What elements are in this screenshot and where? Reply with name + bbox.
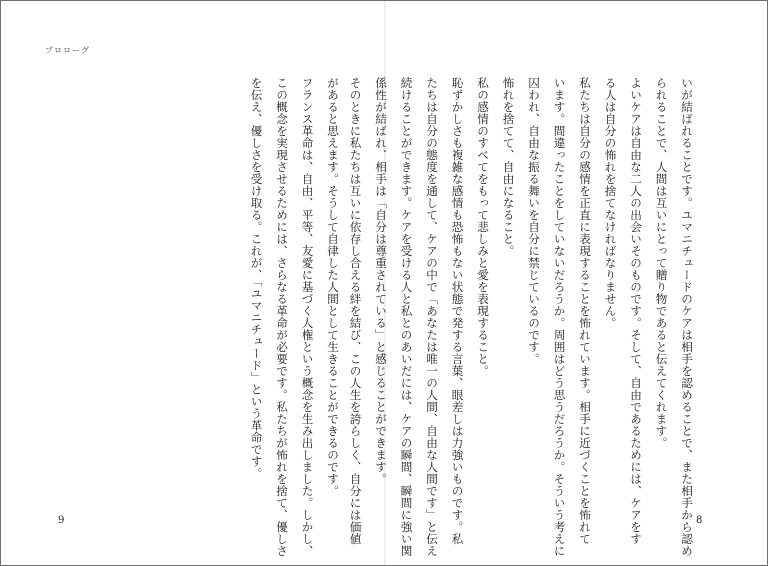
body-line: いが結ばれることです。ユマニチュードのケアは相手を認めることで、また相手から認め [680,77,694,557]
body-line: を伝え、優しさを受け取る。これが、「ユマニチュード」という革命です。 [249,77,264,480]
body-line: この概念を実現させるためには、さらなる革命が必要です。私たちが怖れを捨て、優しさ [275,77,289,557]
body-line: 私たちは自分の感情を正直に表現することを怖れています。相手に近づくことを怖れて [578,77,592,545]
body-line: フランス革命は、自由、平等、友愛に基づく人権という概念を生み出しました。しかし、 [300,77,315,557]
body-line: 私の感情のすべてをもって悲しみと愛を表現すること。 [476,77,490,377]
left-page-body [245,77,345,557]
body-line: よいケアは自由な二人の出会いそのものです。そして、自由であるためには、ケアをす [629,77,643,545]
body-line: たちは自分の態度を通して、ケアの中で「あなたは唯一の人間、自由な人間です」と伝え [425,77,439,557]
running-head: プロローグ [45,46,90,55]
body-line: そのときに私たちは互いに依存し合える絆を結び、この人生を誇らしく、自分には価値 [348,77,363,545]
body-line: います。間違ったことをしていないだろうか。周囲はどう思うだろうか。そういう考えに [552,77,567,557]
body-line: 続けることができます。ケアを受ける人と私とのあいだには、ケアの瞬間、瞬間に強い関 [399,77,414,557]
body-line: 係性が結ばれ、相手は「自分は尊重されている」と感じることができます。 [374,77,388,485]
body-line: があると思えます。そうして自律した人間として生きることができるのです。 [326,77,340,497]
page-number-left: 9 [58,515,65,526]
body-line: る人は自分の怖れを捨てなければなりません。 [603,77,618,329]
body-line: 怖れを捨てて、自由になること。 [501,77,516,257]
body-line: られることで、人間は互いにとって贈り物であると伝えてくれます。 [654,77,669,449]
body-line: 恥ずかしさも複雑な感情も恐怖もない状態で発する言葉、眼差しは力強いものです。私 [450,77,465,545]
page-number-right: 8 [696,515,703,526]
right-page-body [348,77,699,557]
body-line: 囚われ、自由な振る舞いを自分に禁じているのです。 [527,77,541,365]
